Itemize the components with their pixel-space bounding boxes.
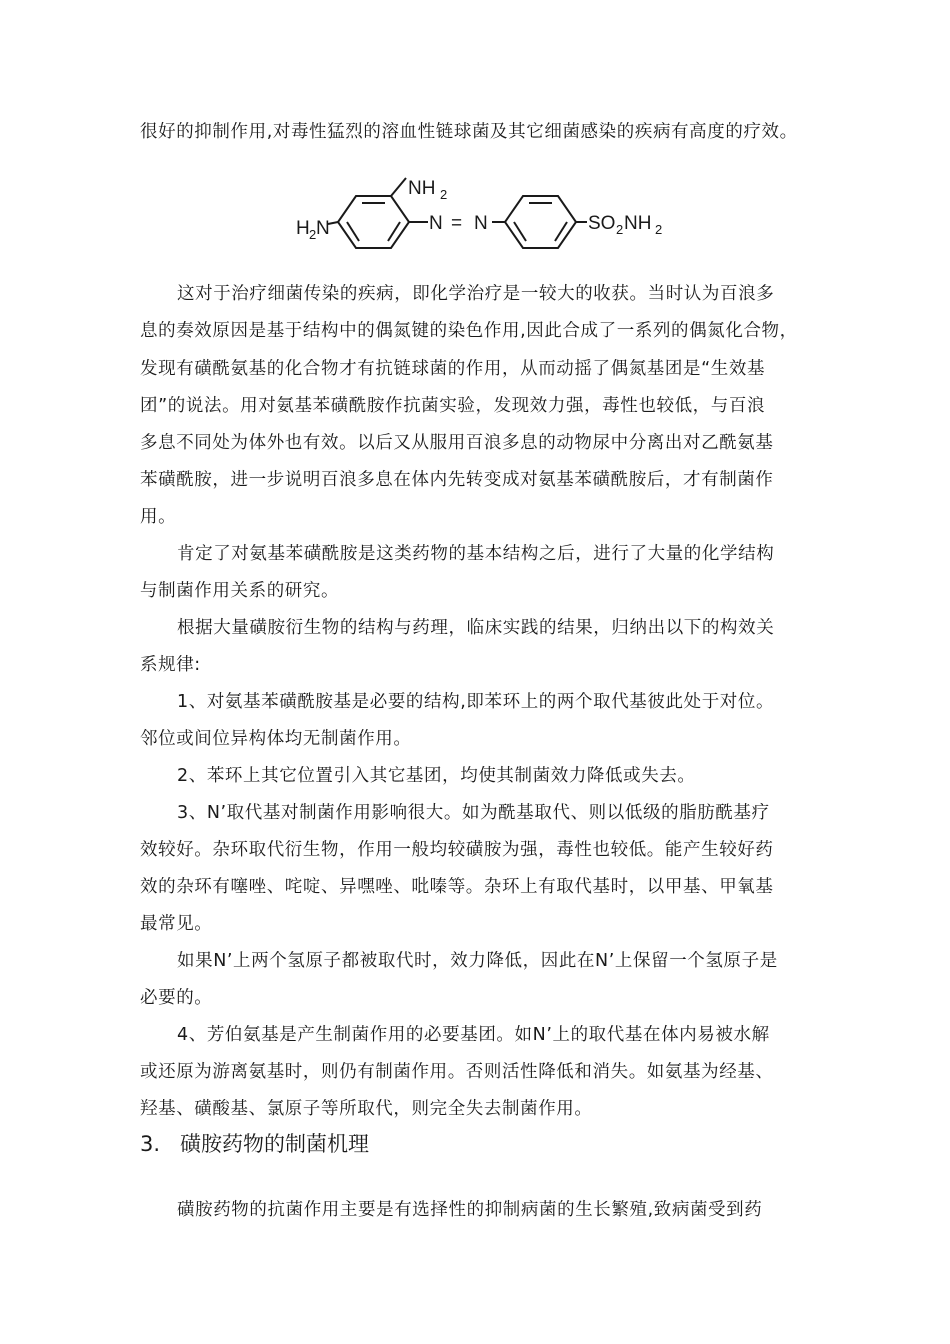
section-title: 磺胺药物的制菌机理 [180,1132,369,1156]
left-amine-n: N [316,218,330,239]
sulfonamide-nh-label: NH [624,213,652,234]
paragraph-1-line-6: 苯磺酰胺，进一步说明百浪多息在体内先转变成对氨基苯磺酰胺后，才有制菌作 [140,470,774,490]
azo-double-bond: = [451,213,463,234]
rule-3-line-3: 效的杂环有噻唑、咤啶、异嘿唑、吡嗪等。杂环上有取代基时，以甲基、甲氧基 [140,877,774,897]
rule-2-line-1: 2、苯环上其它位置引入其它基团，均使其制菌效力降低或失去。 [177,766,696,786]
rule-4-line-3: 羟基、磺酸基、氯原子等所取代，则完全失去制菌作用。 [140,1099,593,1119]
section-number: 3. [140,1132,161,1156]
paragraph-2-line-2: 与制菌作用关系的研究。 [140,581,340,601]
rule-3-line-1: 3、N’取代基对制菌作用影响很大。如为酰基取代、则以低级的脂肪酰基疗 [177,803,770,823]
top-amine-subscript: 2 [440,187,448,202]
sulfonyl-subscript: 2 [616,222,624,237]
left-amine-h: H [296,218,310,239]
paragraph-1-line-2: 息的奏效原因是基于结构中的偶氮键的染色作用,因此合成了一系列的偶氮化合物， [140,321,798,341]
azo-n-second: N [474,213,488,234]
sulfonamide-nh-subscript: 2 [655,222,663,237]
rule-1-line-1: 1、对氨基苯磺酰胺基是必要的结构,即苯环上的两个取代基彼此处于对位。 [177,692,775,712]
azo-n-first: N [429,213,443,234]
section-heading [140,1131,369,1157]
paragraph-1-line-5: 多息不同处为体外也有效。以后又从服用百浪多息的动物尿中分离出对乙酰氨基 [140,433,774,453]
intro-line: 很好的抑制作用,对毒性猛烈的溶血性链球菌及其它细菌感染的疾病有高度的疗效。 [140,122,798,142]
paragraph-1-line-7: 用。 [140,507,177,527]
rule-4-line-2: 或还原为游离氨基时，则仍有制菌作用。否则活性降低和消失。如氨基为经基、 [140,1062,774,1082]
azo-sulfonamide-structure [296,172,666,252]
n-prime-note-line-1: 如果N’上两个氢原子都被取代时，效力降低，因此在N’上保留一个氢原子是 [177,951,778,971]
paragraph-3-line-1: 根据大量磺胺衍生物的结构与药理，临床实践的结果，归纳出以下的构效关 [177,618,775,638]
left-amine-subscript: 2 [309,227,317,242]
paragraph-2-line-1: 肯定了对氨基苯磺酰胺是这类药物的基本结构之后，进行了大量的化学结构 [177,544,775,564]
paragraph-1-line-1: 这对于治疗细菌传染的疾病，即化学治疗是一较大的收获。当时认为百浪多 [177,284,775,304]
paragraph-1-line-3: 发现有磺酰氨基的化合物才有抗链球菌的作用，从而动摇了偶氮基团是“生效基 [140,359,766,379]
sulfonyl-label: SO [588,213,616,234]
n-prime-note-line-2: 必要的。 [140,988,213,1008]
rule-3-line-4: 最常见。 [140,914,213,934]
rule-4-line-1: 4、芳伯氨基是产生制菌作用的必要基团。如N’上的取代基在体内易被水解 [177,1025,770,1045]
top-amine-label: NH [408,178,436,199]
paragraph-1-line-4: 团”的说法。用对氨基苯磺酰胺作抗菌实验，发现效力强，毒性也较低，与百浪 [140,396,766,416]
bond-top-amine [391,178,406,196]
rule-3-line-2: 效较好。杂环取代衍生物，作用一般均较磺胺为强，毒性也较低。能产生较好药 [140,840,774,860]
rule-1-line-2: 邻位或间位异构体均无制菌作用。 [140,729,412,749]
paragraph-3-line-2: 系规律: [140,655,201,675]
mechanism-line-1: 磺胺药物的抗菌作用主要是有选择性的抑制病菌的生长繁殖,致病菌受到药 [177,1200,763,1220]
